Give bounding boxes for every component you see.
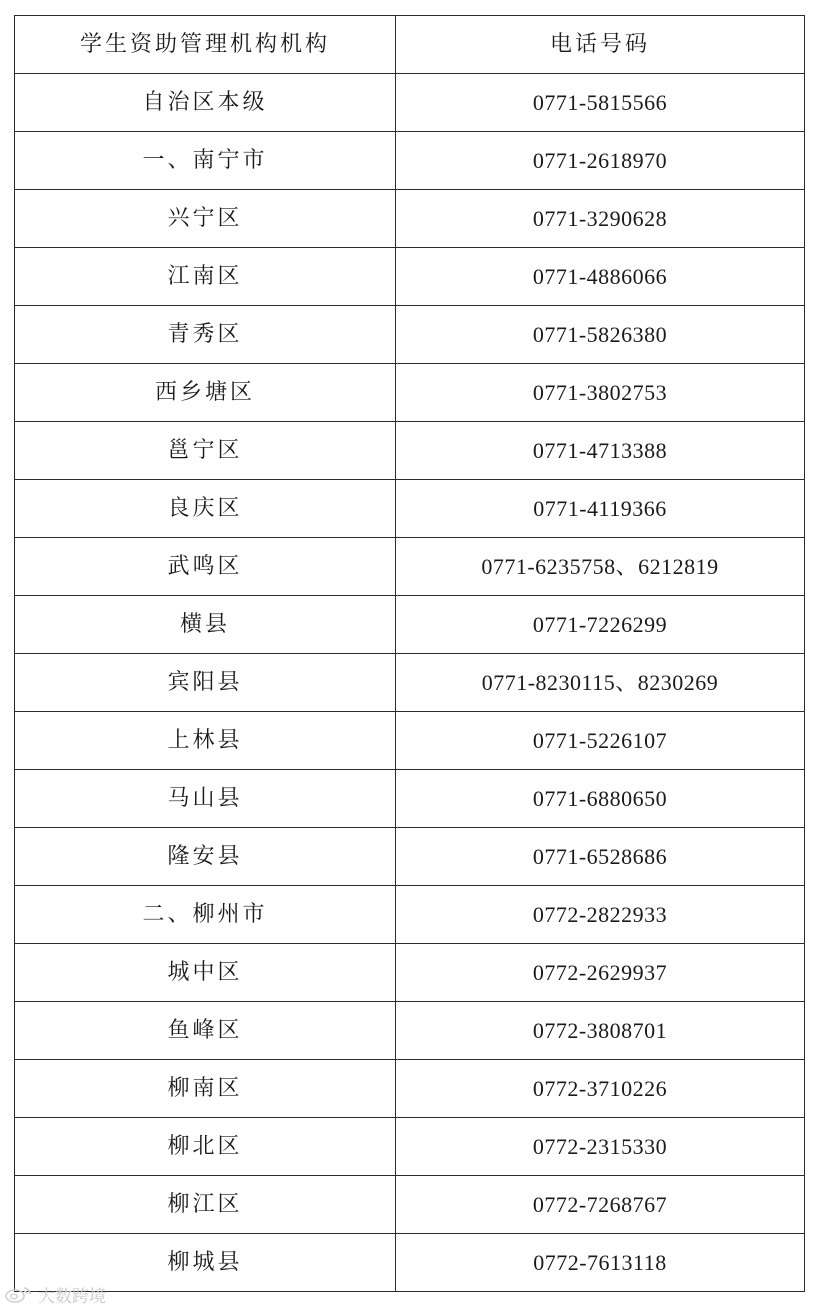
phone-cell: 0771-8230115、8230269	[396, 654, 805, 712]
org-cell: 横县	[15, 596, 396, 654]
org-cell: 武鸣区	[15, 538, 396, 596]
header-row	[15, 16, 805, 74]
phone-cell: 0772-7268767	[396, 1176, 805, 1234]
phone-cell: 0772-2822933	[396, 886, 805, 944]
org-cell: 江南区	[15, 248, 396, 306]
table-row	[15, 770, 805, 828]
table-row	[15, 828, 805, 886]
phone-cell: 0771-5226107	[396, 712, 805, 770]
table-row	[15, 248, 805, 306]
org-cell: 二、柳州市	[15, 886, 396, 944]
contact-table	[14, 15, 805, 1292]
watermark-text: 大数跨境	[38, 1286, 106, 1307]
phone-cell: 0771-4119366	[396, 480, 805, 538]
table-row	[15, 596, 805, 654]
org-cell: 隆安县	[15, 828, 396, 886]
table-row	[15, 364, 805, 422]
table-row	[15, 538, 805, 596]
phone-cell: 0771-4886066	[396, 248, 805, 306]
table-row	[15, 1002, 805, 1060]
table-row	[15, 132, 805, 190]
table-row	[15, 306, 805, 364]
org-cell: 马山县	[15, 770, 396, 828]
phone-cell: 0771-5815566	[396, 74, 805, 132]
org-cell: 邕宁区	[15, 422, 396, 480]
org-cell: 青秀区	[15, 306, 396, 364]
phone-cell: 0772-2629937	[396, 944, 805, 1002]
table-row	[15, 886, 805, 944]
org-cell: 良庆区	[15, 480, 396, 538]
org-cell: 宾阳县	[15, 654, 396, 712]
table-row	[15, 712, 805, 770]
phone-cell: 0771-5826380	[396, 306, 805, 364]
phone-cell: 0771-3802753	[396, 364, 805, 422]
table-row	[15, 1060, 805, 1118]
org-cell: 一、南宁市	[15, 132, 396, 190]
table-row	[15, 1234, 805, 1292]
table-row	[15, 190, 805, 248]
table-row	[15, 1118, 805, 1176]
org-cell: 兴宁区	[15, 190, 396, 248]
org-cell: 柳江区	[15, 1176, 396, 1234]
phone-cell: 0772-3808701	[396, 1002, 805, 1060]
table-row	[15, 944, 805, 1002]
header-org: 学生资助管理机构机构	[15, 16, 396, 74]
org-cell: 柳北区	[15, 1118, 396, 1176]
phone-cell: 0771-2618970	[396, 132, 805, 190]
org-cell: 柳城县	[15, 1234, 396, 1292]
phone-cell: 0771-6528686	[396, 828, 805, 886]
phone-cell: 0771-4713388	[396, 422, 805, 480]
weibo-logo-icon	[4, 1285, 34, 1303]
table-row	[15, 74, 805, 132]
org-cell: 西乡塘区	[15, 364, 396, 422]
org-cell: 上林县	[15, 712, 396, 770]
header-phone: 电话号码	[396, 16, 805, 74]
table-body	[15, 74, 805, 1292]
table-row	[15, 654, 805, 712]
phone-cell: 0771-6880650	[396, 770, 805, 828]
contact-table-container	[14, 15, 804, 1292]
phone-cell: 0771-6235758、6212819	[396, 538, 805, 596]
phone-cell: 0771-3290628	[396, 190, 805, 248]
org-cell: 柳南区	[15, 1060, 396, 1118]
phone-cell: 0772-3710226	[396, 1060, 805, 1118]
phone-cell: 0772-2315330	[396, 1118, 805, 1176]
phone-cell: 0771-7226299	[396, 596, 805, 654]
table-header	[15, 16, 805, 74]
table-row	[15, 1176, 805, 1234]
table-row	[15, 480, 805, 538]
org-cell: 鱼峰区	[15, 1002, 396, 1060]
watermark	[4, 1283, 106, 1305]
phone-cell: 0772-7613118	[396, 1234, 805, 1292]
org-cell: 城中区	[15, 944, 396, 1002]
org-cell: 自治区本级	[15, 74, 396, 132]
table-row	[15, 422, 805, 480]
